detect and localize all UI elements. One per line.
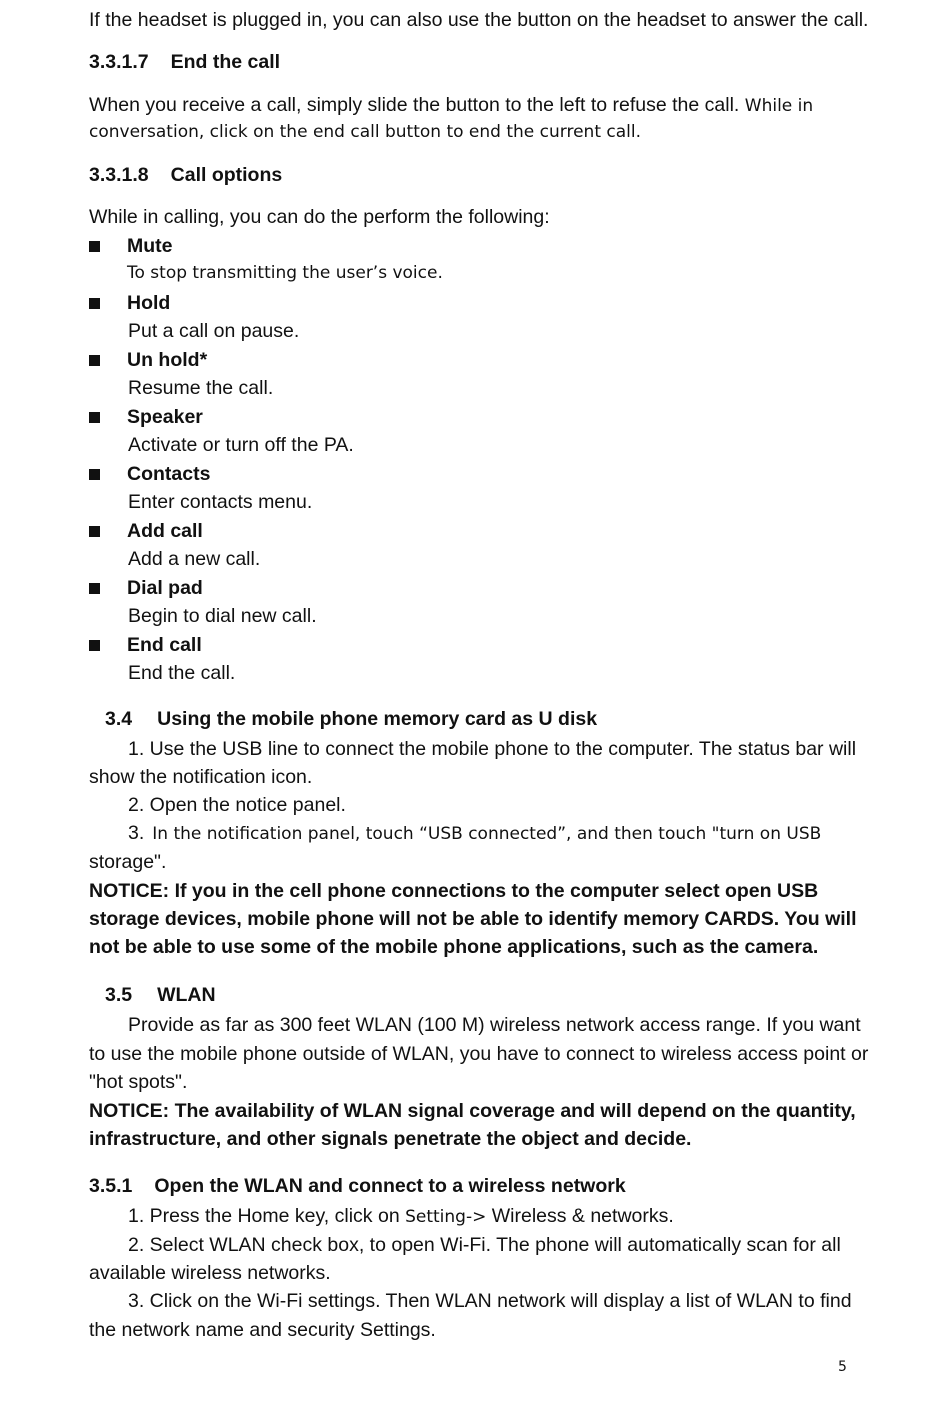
step-text: show the notification icon. [89, 766, 313, 788]
step-body: Wireless & networks. [486, 1205, 674, 1227]
section-351-heading [89, 1177, 626, 1197]
step-number: 3. [128, 822, 145, 844]
square-bullet-icon [89, 469, 100, 480]
step-body: In the notification panel, touch “USB connected”, and then touch "turn on USB [152, 824, 822, 844]
step-text: available wireless networks. [89, 1262, 331, 1284]
square-bullet-icon [89, 355, 100, 366]
option-description: Enter contacts menu. [128, 491, 313, 513]
section-title: Open the WLAN and connect to a wireless network [154, 1175, 626, 1197]
option-name: Hold [127, 292, 171, 314]
square-bullet-icon [89, 412, 100, 423]
section-title: End the call [170, 51, 281, 73]
option-name: Un hold* [127, 349, 208, 371]
notice-text: storage devices, mobile phone will not be able to identify memory CARDS. You will [89, 908, 857, 930]
step-text: storage". [89, 851, 167, 873]
option-description: Activate or turn off the PA. [128, 434, 354, 456]
section-title: Call options [170, 164, 283, 186]
paragraph-text: While in [744, 96, 814, 116]
section-3317-heading [89, 53, 280, 73]
section-34-heading [105, 710, 597, 730]
intro-text: If the headset is plugged in, you can also use the button on the headset to answer the call. [89, 9, 869, 31]
paragraph-text: "hot spots". [89, 1071, 188, 1093]
option-name: Speaker [127, 406, 203, 428]
section-title: WLAN [157, 984, 216, 1006]
square-bullet-icon [89, 298, 100, 309]
option-name: Dial pad [127, 577, 203, 599]
section-3318-heading [89, 166, 282, 186]
section-title: Using the mobile phone memory card as U disk [157, 708, 598, 730]
end-call-paragraph-line1 [89, 96, 813, 116]
paragraph-text: Provide as far as 300 feet WLAN (100 M) wireless network access range. If you want [128, 1014, 861, 1036]
square-bullet-icon [89, 640, 100, 651]
option-name: Mute [127, 235, 173, 257]
notice-text: infrastructure, and other signals penetrate the object and decide. [89, 1128, 692, 1150]
square-bullet-icon [89, 241, 100, 252]
option-description: Begin to dial new call. [128, 605, 317, 627]
option-description: Put a call on pause. [128, 320, 300, 342]
section-number: 3.3.1.7 [89, 51, 149, 73]
option-name: End call [127, 634, 202, 656]
option-name: Add call [127, 520, 203, 542]
square-bullet-icon [89, 526, 100, 537]
end-call-paragraph-line2: conversation, click on the end call button to end the current call. [89, 122, 642, 142]
paragraph-text: to use the mobile phone outside of WLAN, you have to connect to wireless access point or [89, 1043, 869, 1065]
step-text [128, 824, 821, 844]
option-description: Add a new call. [128, 548, 261, 570]
option-name: Contacts [127, 463, 211, 485]
step-text: 2. Open the notice panel. [128, 794, 346, 816]
notice-text: not be able to use some of the mobile phone applications, such as the camera. [89, 936, 819, 958]
notice-text: NOTICE: If you in the cell phone connections to the computer select open USB [89, 880, 819, 902]
step-text: 3. Click on the Wi-Fi settings. Then WLAN network will display a list of WLAN to find [128, 1290, 852, 1312]
step-body: Setting-> [405, 1207, 487, 1227]
step-text: 2. Select WLAN check box, to open Wi-Fi. The phone will automatically scan for all [128, 1234, 841, 1256]
section-number: 3.4 [105, 708, 133, 730]
section-number: 3.5.1 [89, 1175, 133, 1197]
option-description: Resume the call. [128, 377, 274, 399]
square-bullet-icon [89, 583, 100, 594]
call-options-intro: While in calling, you can do the perform the following: [89, 206, 550, 228]
option-description: End the call. [128, 662, 236, 684]
section-number: 3.5 [105, 984, 133, 1006]
page-number: 5 [838, 1359, 847, 1375]
step-text [128, 1207, 674, 1227]
section-number: 3.3.1.8 [89, 164, 149, 186]
section-35-heading [105, 986, 216, 1006]
step-text: the network name and security Settings. [89, 1319, 436, 1341]
step-body: 1. Press the Home key, click on [128, 1205, 406, 1227]
step-text: 1. Use the USB line to connect the mobile phone to the computer. The status bar will [128, 738, 857, 760]
notice-text: NOTICE: The availability of WLAN signal coverage and will depend on the quantity, [89, 1100, 856, 1122]
paragraph-text: When you receive a call, simply slide the button to the left to refuse the call. [89, 94, 745, 116]
option-description: To stop transmitting the user’s voice. [127, 263, 443, 283]
